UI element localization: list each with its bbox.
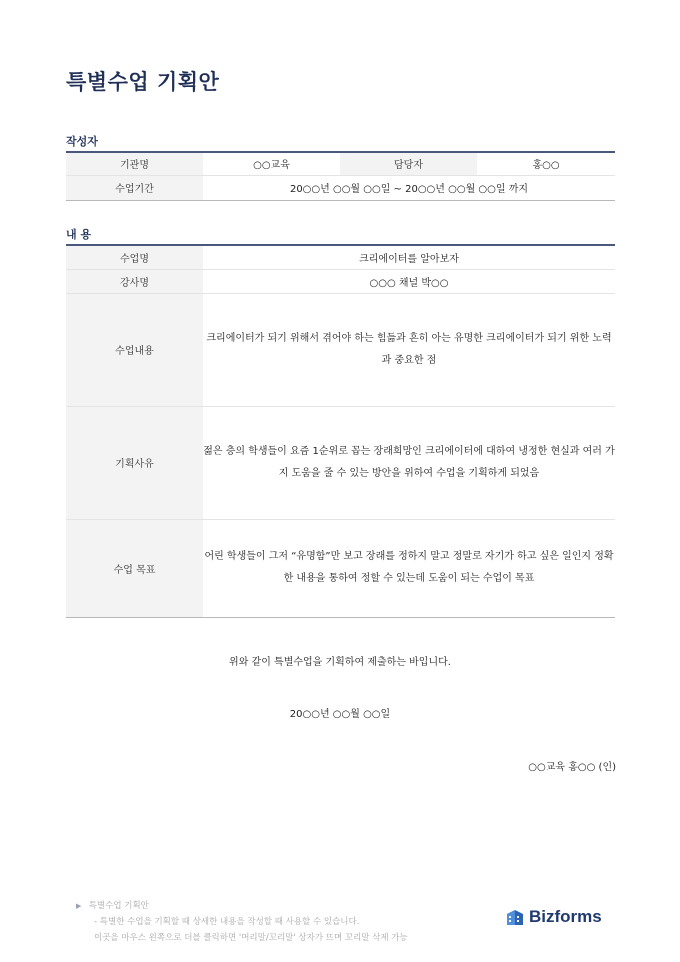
instructor-value[interactable]: ○○○ 채널 박○○: [203, 269, 615, 293]
submission-date: 20○○년 ○○월 ○○일: [289, 709, 391, 720]
goal-label: 수업 목표: [66, 519, 203, 617]
goal-row: [66, 519, 615, 617]
section-label-content: 내 용: [66, 228, 92, 241]
building-icon: [505, 907, 525, 927]
class-name-row: [66, 245, 615, 269]
institution-row: [66, 152, 615, 175]
page-title: 특별수업 기획안: [66, 70, 220, 94]
period-row: [66, 175, 615, 200]
instructor-row: [66, 269, 615, 293]
signature: ○○교육 홍○○ (인): [528, 762, 616, 773]
bizforms-logo: [505, 907, 602, 927]
content-value[interactable]: 크리에이터가 되기 위해서 겪어야 하는 힘듦과 흔히 아는 유명한 크리에이터가 되기 위한 노력과 중요한 점: [203, 293, 615, 406]
period-label: 수업기간: [66, 175, 203, 200]
footer-title: 특별수업 기획안: [88, 901, 149, 911]
closing-statement: 위와 같이 특별수업을 기획하여 제출하는 바입니다.: [229, 657, 451, 668]
content-table: [66, 244, 615, 618]
content-label: 수업내용: [66, 293, 203, 406]
reason-label: 기획사유: [66, 406, 203, 519]
manager-value[interactable]: 홍○○: [477, 152, 615, 175]
footer-line1: - 특별한 수업을 기획할 때 상세한 내용을 작성할 때 사용할 수 있습니다.: [94, 917, 360, 927]
section-label-author: 작성자: [66, 135, 98, 148]
footer-line2: 이곳을 마우스 왼쪽으로 더블 클릭하면 '머리말/꼬리말' 상자가 뜨며 꼬리말 삭제 가능: [94, 933, 408, 943]
class-name-label: 수업명: [66, 245, 203, 269]
manager-label: 담당자: [340, 152, 477, 175]
period-value[interactable]: 20○○년 ○○월 ○○일 ~ 20○○년 ○○월 ○○일 까지: [203, 175, 615, 200]
footer[interactable]: [76, 898, 408, 946]
reason-row: [66, 406, 615, 519]
institution-value[interactable]: ○○교육: [203, 152, 340, 175]
instructor-label: 강사명: [66, 269, 203, 293]
logo-text: Bizforms: [529, 907, 602, 926]
author-table: [66, 151, 615, 201]
content-row: [66, 293, 615, 406]
reason-value[interactable]: 젊은 층의 학생들이 요즘 1순위로 꼽는 장래희망인 크리에이터에 대하여 냉정한 현실과 여러 가지 도움을 줄 수 있는 방안을 위하여 수업을 기획하게 되었음: [203, 406, 615, 519]
goal-value[interactable]: 어린 학생들이 그저 “유명함”만 보고 장래를 정하지 말고 정말로 자기가 하고 싶은 일인지 정확한 내용을 통하여 정할 수 있는데 도움이 되는 수업이 목표: [203, 519, 615, 617]
institution-label: 기관명: [66, 152, 203, 175]
class-name-value[interactable]: 크리에이터를 알아보자: [203, 245, 615, 269]
arrow-icon: ▶: [76, 902, 82, 910]
